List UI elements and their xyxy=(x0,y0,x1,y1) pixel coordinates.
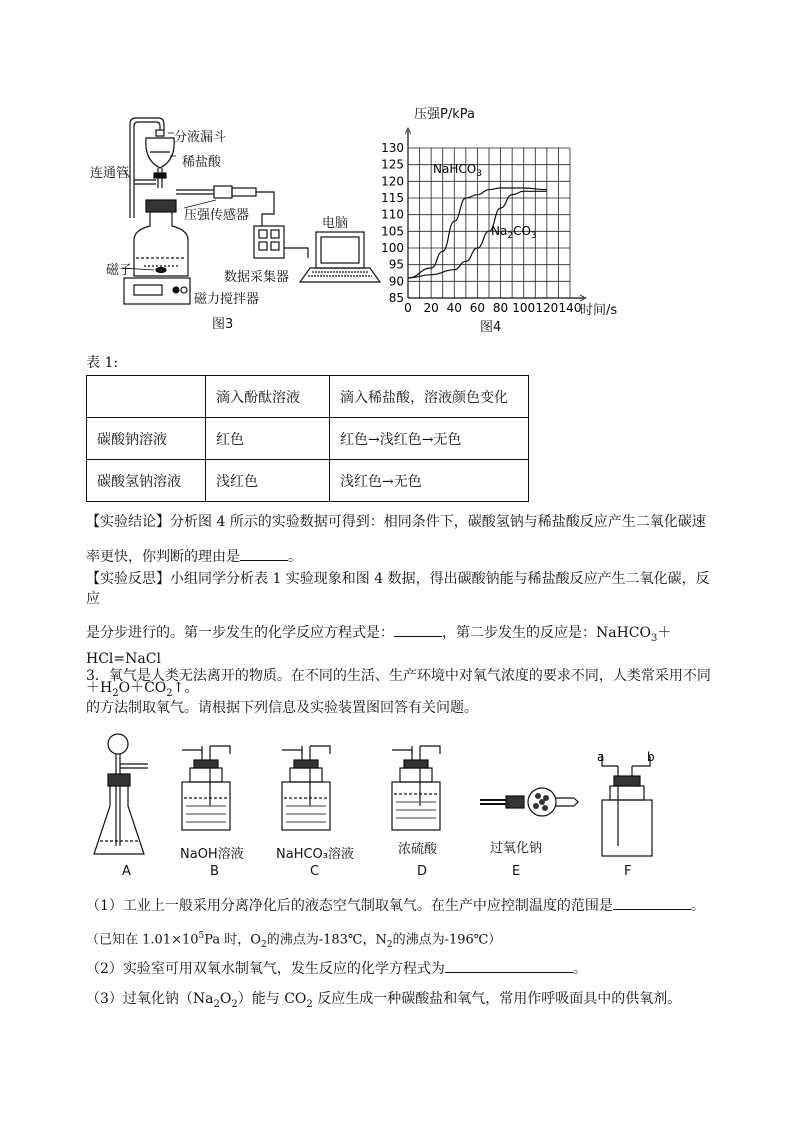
sub-question-1 xyxy=(86,895,726,955)
sub-question-3-text: O xyxy=(219,991,232,1007)
y-tick-label: 130 xyxy=(381,141,404,155)
period: 。 xyxy=(288,549,302,565)
apparatus-letter-f: F xyxy=(624,864,632,879)
x-tick-label: 60 xyxy=(469,301,486,315)
note-text: （已知在 1.01×10 xyxy=(86,932,199,948)
conclusion-line-1: 分析图 4 所示的实验数据可得到：相同条件下，碳酸氢钠与稀盐酸反应产生二氧化碳速 xyxy=(170,514,706,530)
label-computer: 电脑 xyxy=(322,216,349,231)
table-1-caption: 表 1: xyxy=(86,355,119,371)
y-tick-label: 110 xyxy=(381,207,404,222)
reflection-line-1: 小组同学分析表 1 实验现象和图 4 数据，得出碳酸钠能与稀盐酸反应产生二氧化碳，反应 xyxy=(86,571,710,607)
question-3-stem xyxy=(86,666,714,718)
sub-question-2-text: （2）实验室可用双氧水制氧气，发生反应的化学方程式为 xyxy=(86,961,445,977)
conclusion-line-2: 率更快，你判断的理由是 xyxy=(86,549,240,565)
port-label-a: a xyxy=(597,750,605,764)
apparatus-letter-e: E xyxy=(512,864,521,879)
conclusion-paragraph xyxy=(86,512,714,567)
y-tick-label: 100 xyxy=(381,241,404,255)
series-label-nahco3: NaHCO$_3$ xyxy=(433,162,482,179)
apparatus-letter-b: B xyxy=(210,864,219,879)
subscript: 2 xyxy=(231,998,238,1010)
y-tick-label: 120 xyxy=(381,174,404,189)
subscript: 2 xyxy=(213,998,220,1010)
question-3-line-2: 的方法制取氧气。请根据下列信息及实验装置图回答有关问题。 xyxy=(86,700,478,716)
apparatus-letter-c: C xyxy=(310,864,320,879)
reagent-label-na2o2: 过氧化钠 xyxy=(490,841,543,856)
y-tick-label: 115 xyxy=(381,191,404,205)
answer-blank xyxy=(240,546,288,561)
chart-x-axis-label: 时间/s xyxy=(580,303,618,318)
label-dilute-hcl: 稀盐酸 xyxy=(182,155,222,170)
reflection-line-3: ＋H xyxy=(86,679,113,696)
y-tick-label: 105 xyxy=(381,224,404,239)
x-tick-label: 120 xyxy=(535,301,559,315)
reflection-equation-cont: ＋HCl=NaCl xyxy=(86,625,672,667)
apparatus-figure xyxy=(90,726,680,886)
y-tick-label: 85 xyxy=(388,291,404,305)
note-text: Pa 时，O xyxy=(204,932,261,948)
superscript: 5 xyxy=(198,931,205,941)
reagent-label-naoh: NaOH溶液 xyxy=(180,847,244,862)
subscript: 2 xyxy=(306,998,313,1010)
table-row xyxy=(87,418,529,460)
figure-4-chart xyxy=(370,118,630,318)
table-cell: 红色 xyxy=(206,418,330,460)
label-magnetic-stirrer: 磁力搅拌器 xyxy=(194,292,260,307)
period: 。 xyxy=(690,898,705,914)
table-cell: 滴入酚酞溶液 xyxy=(206,376,330,418)
note-text: 的沸点为-196℃） xyxy=(392,932,502,948)
reflection-line-2: 是分步进行的。第一步发生的化学反应方程式是： xyxy=(86,625,394,641)
note-text: 的沸点为-183℃，N xyxy=(266,932,387,948)
table-cell xyxy=(87,376,206,418)
label-data-collector: 数据采集器 xyxy=(224,270,290,285)
subscript: 3 xyxy=(651,632,658,644)
sub-question-3-text: ）能与 CO xyxy=(237,991,307,1007)
reagent-label-h2so4: 浓硫酸 xyxy=(398,842,438,857)
subscript: 2 xyxy=(260,939,267,950)
table-cell: 浅红色→无色 xyxy=(330,460,529,502)
table-cell: 碳酸钠溶液 xyxy=(87,418,206,460)
table-header-row xyxy=(87,376,529,418)
table-cell: 浅红色 xyxy=(206,460,330,502)
port-label-b: b xyxy=(647,750,655,764)
x-tick-label: 40 xyxy=(446,301,462,315)
period: 。 xyxy=(572,961,587,977)
apparatus-letter-a: A xyxy=(122,864,131,879)
subscript: 2 xyxy=(112,687,119,699)
answer-blank xyxy=(394,622,442,637)
chart-y-axis-label: 压强P/kPa xyxy=(414,107,475,122)
x-tick-label: 0 xyxy=(404,301,412,315)
sub-question-3-text: 反应生成一种碳酸盐和氧气，常用作呼吸面具中的供氧剂。 xyxy=(312,991,682,1007)
table-cell: 滴入稀盐酸，溶液颜色变化 xyxy=(330,376,529,418)
answer-blank xyxy=(445,958,573,973)
table-1 xyxy=(86,375,529,502)
label-magnet: 磁子 xyxy=(106,263,133,278)
figure-4-caption: 图4 xyxy=(480,320,502,335)
label-pressure-sensor: 压强传感器 xyxy=(184,208,250,223)
figure-3-caption: 图3 xyxy=(212,317,234,332)
subscript: 2 xyxy=(166,687,173,699)
reflection-equation: ，第二步发生的反应是：NaHCO xyxy=(442,625,651,641)
sub-question-3 xyxy=(86,989,726,1015)
y-tick-label: 95 xyxy=(388,257,404,272)
label-connecting-tube: 连通管 xyxy=(90,166,130,181)
reflection-line-3b: O＋CO xyxy=(118,679,167,696)
conclusion-title: 【实验结论】 xyxy=(86,514,170,530)
sub-question-1-text: （1）工业上一般采用分离净化后的液态空气制取氧气。在生产中应控制温度的范围是 xyxy=(86,898,613,914)
reagent-label-nahco3: NaHCO₃溶液 xyxy=(276,847,354,862)
subscript: 2 xyxy=(386,939,393,950)
x-tick-label: 80 xyxy=(492,301,509,315)
x-tick-label: 100 xyxy=(512,301,536,315)
x-tick-label: 20 xyxy=(423,301,439,315)
answer-blank xyxy=(613,895,691,910)
y-tick-label: 125 xyxy=(381,157,404,172)
sub-question-2 xyxy=(86,958,714,979)
reflection-title: 【实验反思】 xyxy=(86,571,170,587)
series-label-na2co3: $Na_2CO_3$ xyxy=(491,224,537,241)
label-separatory-funnel: 分液漏斗 xyxy=(174,130,227,145)
x-tick-label: 140 xyxy=(558,301,582,315)
table-row xyxy=(87,460,529,502)
reflection-line-3c: ↑。 xyxy=(172,679,199,696)
y-tick-label: 90 xyxy=(388,274,404,289)
sub-question-3-text: （3）过氧化钠（Na xyxy=(86,991,214,1007)
apparatus-letter-d: D xyxy=(417,864,428,879)
table-cell: 碳酸氢钠溶液 xyxy=(87,460,206,502)
question-3-line-1: 3．氧气是人类无法离开的物质。在不同的生活、生产环境中对氧气浓度的要求不同，人类常采用不同 xyxy=(86,668,711,684)
table-cell: 红色→浅红色→无色 xyxy=(330,418,529,460)
